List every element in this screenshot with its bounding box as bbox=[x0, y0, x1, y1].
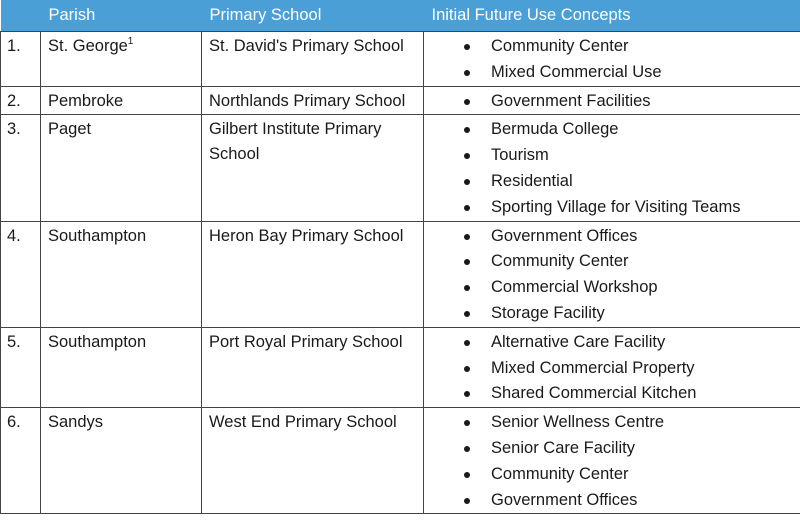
primary-school-cell: Port Royal Primary School bbox=[202, 327, 424, 407]
future-use-item: Bermuda College bbox=[491, 117, 792, 143]
primary-school-cell: West End Primary School bbox=[202, 408, 424, 514]
parish-name: Pembroke bbox=[48, 91, 124, 110]
primary-school-cell: Heron Bay Primary School bbox=[202, 221, 424, 327]
future-use-item: Government Offices bbox=[491, 488, 792, 514]
header-parish: Parish bbox=[41, 0, 202, 32]
header-future-use-concepts: Initial Future Use Concepts bbox=[424, 0, 800, 32]
primary-school-cell: Northlands Primary School bbox=[202, 86, 424, 115]
row-number: 5. bbox=[1, 327, 41, 407]
table-row bbox=[1, 327, 800, 407]
row-number: 6. bbox=[1, 408, 41, 514]
future-use-item: Community Center bbox=[491, 249, 792, 275]
future-use-item: Alternative Care Facility bbox=[491, 330, 792, 356]
future-use-item: Community Center bbox=[491, 462, 792, 488]
parish-cell bbox=[41, 86, 202, 115]
future-use-list bbox=[431, 89, 792, 115]
row-number: 2. bbox=[1, 86, 41, 115]
primary-school-cell: St. David's Primary School bbox=[202, 32, 424, 87]
future-use-cell bbox=[424, 32, 800, 87]
row-number: 3. bbox=[1, 115, 41, 221]
future-use-item: Senior Care Facility bbox=[491, 436, 792, 462]
future-use-cell bbox=[424, 86, 800, 115]
future-use-item: Tourism bbox=[491, 143, 792, 169]
table-row bbox=[1, 221, 800, 327]
future-use-list bbox=[431, 224, 792, 327]
table-header bbox=[1, 0, 800, 32]
future-use-cell bbox=[424, 408, 800, 514]
header-row bbox=[1, 0, 800, 32]
table-row bbox=[1, 32, 800, 87]
future-use-item: Mixed Commercial Use bbox=[491, 60, 792, 86]
future-use-item: Shared Commercial Kitchen bbox=[491, 381, 792, 407]
parish-name: St. George bbox=[48, 37, 128, 55]
parish-name: Paget bbox=[48, 120, 92, 139]
header-number bbox=[1, 0, 41, 32]
future-use-item: Residential bbox=[491, 169, 792, 195]
future-use-item: Mixed Commercial Property bbox=[491, 356, 792, 382]
future-use-cell bbox=[424, 115, 800, 221]
future-use-item: Government Facilities bbox=[491, 89, 792, 115]
parish-name: Southampton bbox=[48, 226, 147, 245]
parish-cell bbox=[41, 221, 202, 327]
future-use-list bbox=[431, 117, 792, 220]
table-row bbox=[1, 115, 800, 221]
row-number: 1. bbox=[1, 32, 41, 87]
future-use-item: Sporting Village for Visiting Teams bbox=[491, 195, 792, 221]
future-use-cell bbox=[424, 221, 800, 327]
header-primary-school: Primary School bbox=[202, 0, 424, 32]
parish-name: Southampton bbox=[48, 332, 147, 351]
parish-cell bbox=[41, 327, 202, 407]
future-use-item: Storage Facility bbox=[491, 301, 792, 327]
future-use-list bbox=[431, 410, 792, 513]
future-use-cell bbox=[424, 327, 800, 407]
parish-cell bbox=[41, 408, 202, 514]
parish-name: Sandys bbox=[48, 413, 104, 432]
future-use-item: Community Center bbox=[491, 34, 792, 60]
table-row bbox=[1, 408, 800, 514]
future-use-item: Government Offices bbox=[491, 224, 792, 250]
footnote-marker: 1 bbox=[127, 35, 134, 47]
row-number: 4. bbox=[1, 221, 41, 327]
future-use-item: Commercial Workshop bbox=[491, 275, 792, 301]
table-row bbox=[1, 86, 800, 115]
future-use-list bbox=[431, 330, 792, 407]
parish-cell bbox=[41, 32, 202, 87]
parish-cell bbox=[41, 115, 202, 221]
primary-school-cell: Gilbert Institute Primary School bbox=[202, 115, 424, 221]
table-body bbox=[1, 32, 800, 514]
future-use-list bbox=[431, 34, 792, 86]
future-use-item: Senior Wellness Centre bbox=[491, 410, 792, 436]
